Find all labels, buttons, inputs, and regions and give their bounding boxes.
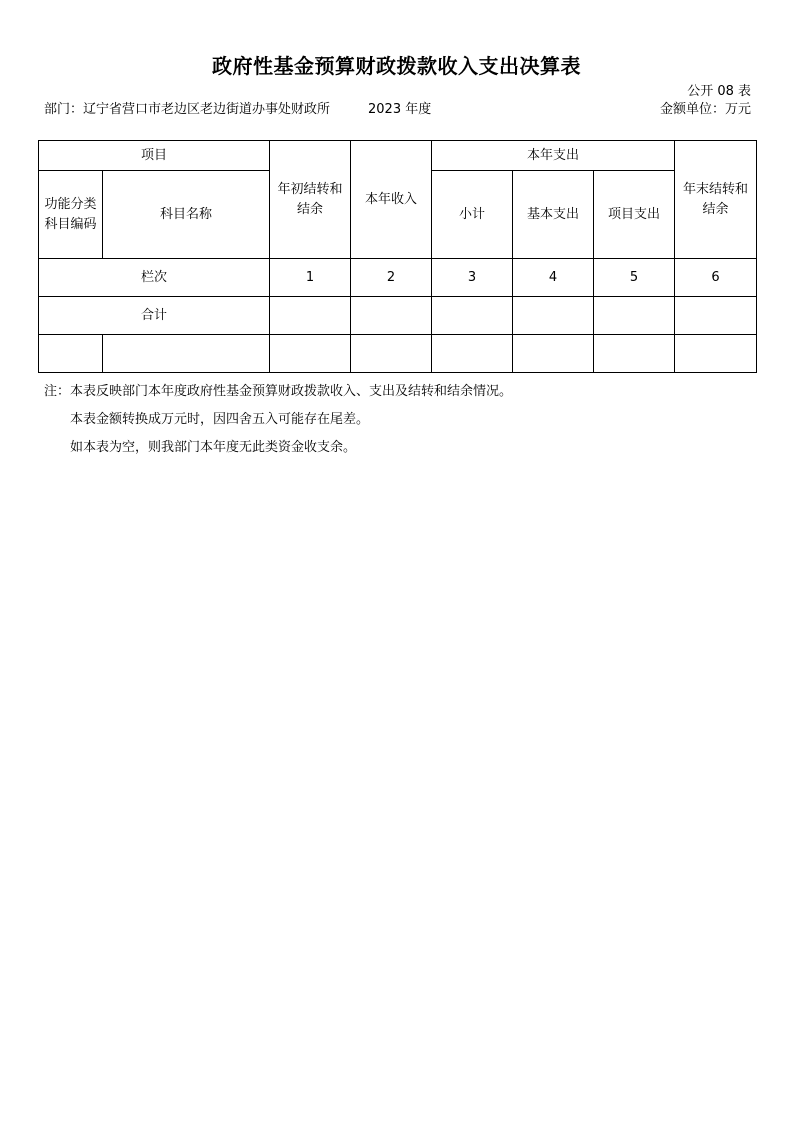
total-cell-1 <box>270 297 351 335</box>
notes <box>44 378 512 462</box>
column-number-1: 1 <box>270 259 351 297</box>
empty-cell-3 <box>432 335 513 373</box>
empty-cell-2 <box>351 335 432 373</box>
column-number-6: 6 <box>675 259 757 297</box>
column-row-label: 栏次 <box>39 259 270 297</box>
empty-cell-4 <box>513 335 594 373</box>
header-subject-name: 科目名称 <box>103 171 270 259</box>
header-func-code <box>39 171 103 259</box>
form-number: 公开 08 表 <box>687 84 751 99</box>
column-number-2: 2 <box>351 259 432 297</box>
fund-budget-table <box>38 140 757 373</box>
column-number-3: 3 <box>432 259 513 297</box>
department-label: 部门：辽宁省营口市老边区老边街道办事处财政所 <box>44 102 331 117</box>
header-project: 项目支出 <box>594 171 675 259</box>
empty-data-row <box>39 335 757 373</box>
amount-unit: 金额单位：万元 <box>659 102 751 117</box>
total-cell-2 <box>351 297 432 335</box>
column-number-row <box>39 259 757 297</box>
total-cell-6 <box>675 297 757 335</box>
total-row <box>39 297 757 335</box>
header-item: 项目 <box>39 141 270 171</box>
total-label: 合计 <box>39 297 270 335</box>
note-line: 本表金额转换成万元时，因四舍五入可能存在尾差。 <box>70 412 370 427</box>
fiscal-year: 2023 年度 <box>368 102 432 117</box>
header-begin-balance <box>270 141 351 259</box>
header-row-1 <box>39 141 757 171</box>
header-func-code-label: 功能分类科目编码 <box>44 196 97 232</box>
empty-cell-1 <box>270 335 351 373</box>
page-title: 政府性基金预算财政拨款收入支出决算表 <box>212 54 581 78</box>
empty-name-cell <box>103 335 270 373</box>
empty-cell-6 <box>675 335 757 373</box>
header-income-label: 本年收入 <box>365 191 418 207</box>
note-line: 如本表为空，则我部门本年度无此类资金收支余。 <box>70 440 357 455</box>
empty-cell-5 <box>594 335 675 373</box>
total-cell-5 <box>594 297 675 335</box>
header-subtotal: 小计 <box>432 171 513 259</box>
header-end-balance-label: 年末结转和结余 <box>683 181 749 217</box>
header-income <box>351 141 432 259</box>
column-number-4: 4 <box>513 259 594 297</box>
header-end-balance <box>675 141 757 259</box>
empty-code-cell <box>39 335 103 373</box>
total-cell-3 <box>432 297 513 335</box>
header-begin-balance-label: 年初结转和结余 <box>277 181 343 217</box>
total-cell-4 <box>513 297 594 335</box>
header-expenditure: 本年支出 <box>432 141 675 171</box>
column-number-5: 5 <box>594 259 675 297</box>
note-line: 注：本表反映部门本年度政府性基金预算财政拨款收入、支出及结转和结余情况。 <box>44 384 513 399</box>
header-basic: 基本支出 <box>513 171 594 259</box>
